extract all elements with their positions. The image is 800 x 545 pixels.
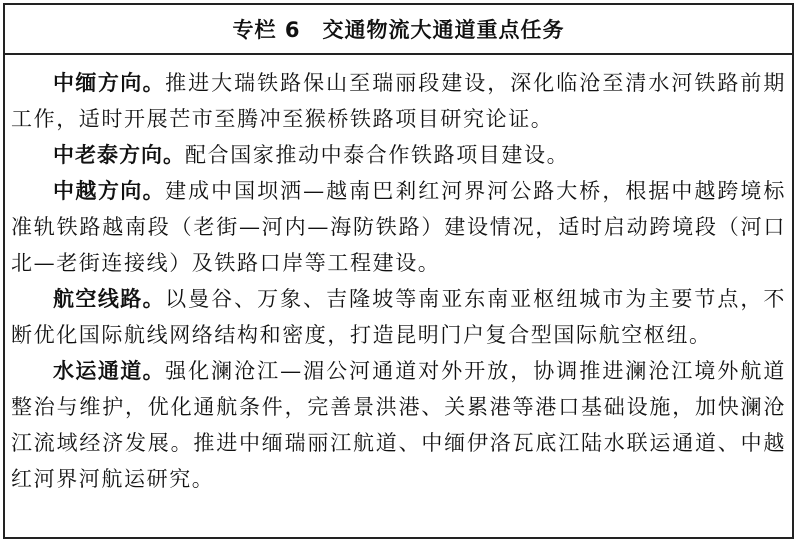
column-title: 交通物流大通道重点任务 — [322, 18, 565, 42]
column-box — [3, 3, 794, 539]
column-content — [11, 65, 786, 497]
column-header — [5, 5, 792, 55]
section-body: 配合国家推动中泰合作铁路项目建设。 — [185, 143, 570, 167]
section-body: 推进大瑞铁路保山至瑞丽段建设，深化临沧至清水河铁路前期工作，适时开展芒市至腾冲至猴桥铁路项目研究论证。 — [11, 71, 787, 131]
section-title: 水运通道。 — [53, 359, 166, 383]
section-waterway — [11, 353, 786, 497]
section-title: 中缅方向。 — [53, 71, 166, 95]
section-title: 中老泰方向。 — [53, 143, 185, 167]
section-myanmar — [11, 65, 786, 137]
section-air-routes — [11, 281, 786, 353]
section-laos-thailand — [11, 137, 786, 173]
section-body: 建成中国坝洒—越南巴剎红河界河公路大桥，根据中越跨境标准轨铁路越南段（老街—河内—海防铁路）建设情况，适时启动跨境段（河口北—老街连接线）及铁路口岸等工程建设。 — [11, 179, 787, 275]
section-vietnam — [11, 173, 786, 281]
section-body: 以曼谷、万象、吉隆坡等南亚东南亚枢纽城市为主要节点，不断优化国际航线网络结构和密度，打造昆明门户复合型国际航空枢纽。 — [11, 287, 787, 347]
section-body: 强化澜沧江—湄公河通道对外开放，协调推进澜沧江境外航道整治与维护，优化通航条件，完善景洪港、关累港等港口基础设施，加快澜沧江流域经济发展。推进中缅瑞丽江航道、中缅伊洛瓦底江陆水联运通道、中越红河界河航运研究。 — [11, 359, 787, 491]
section-title: 航空线路。 — [53, 287, 166, 311]
column-label: 专栏 6 — [232, 18, 301, 42]
section-title: 中越方向。 — [53, 179, 166, 203]
